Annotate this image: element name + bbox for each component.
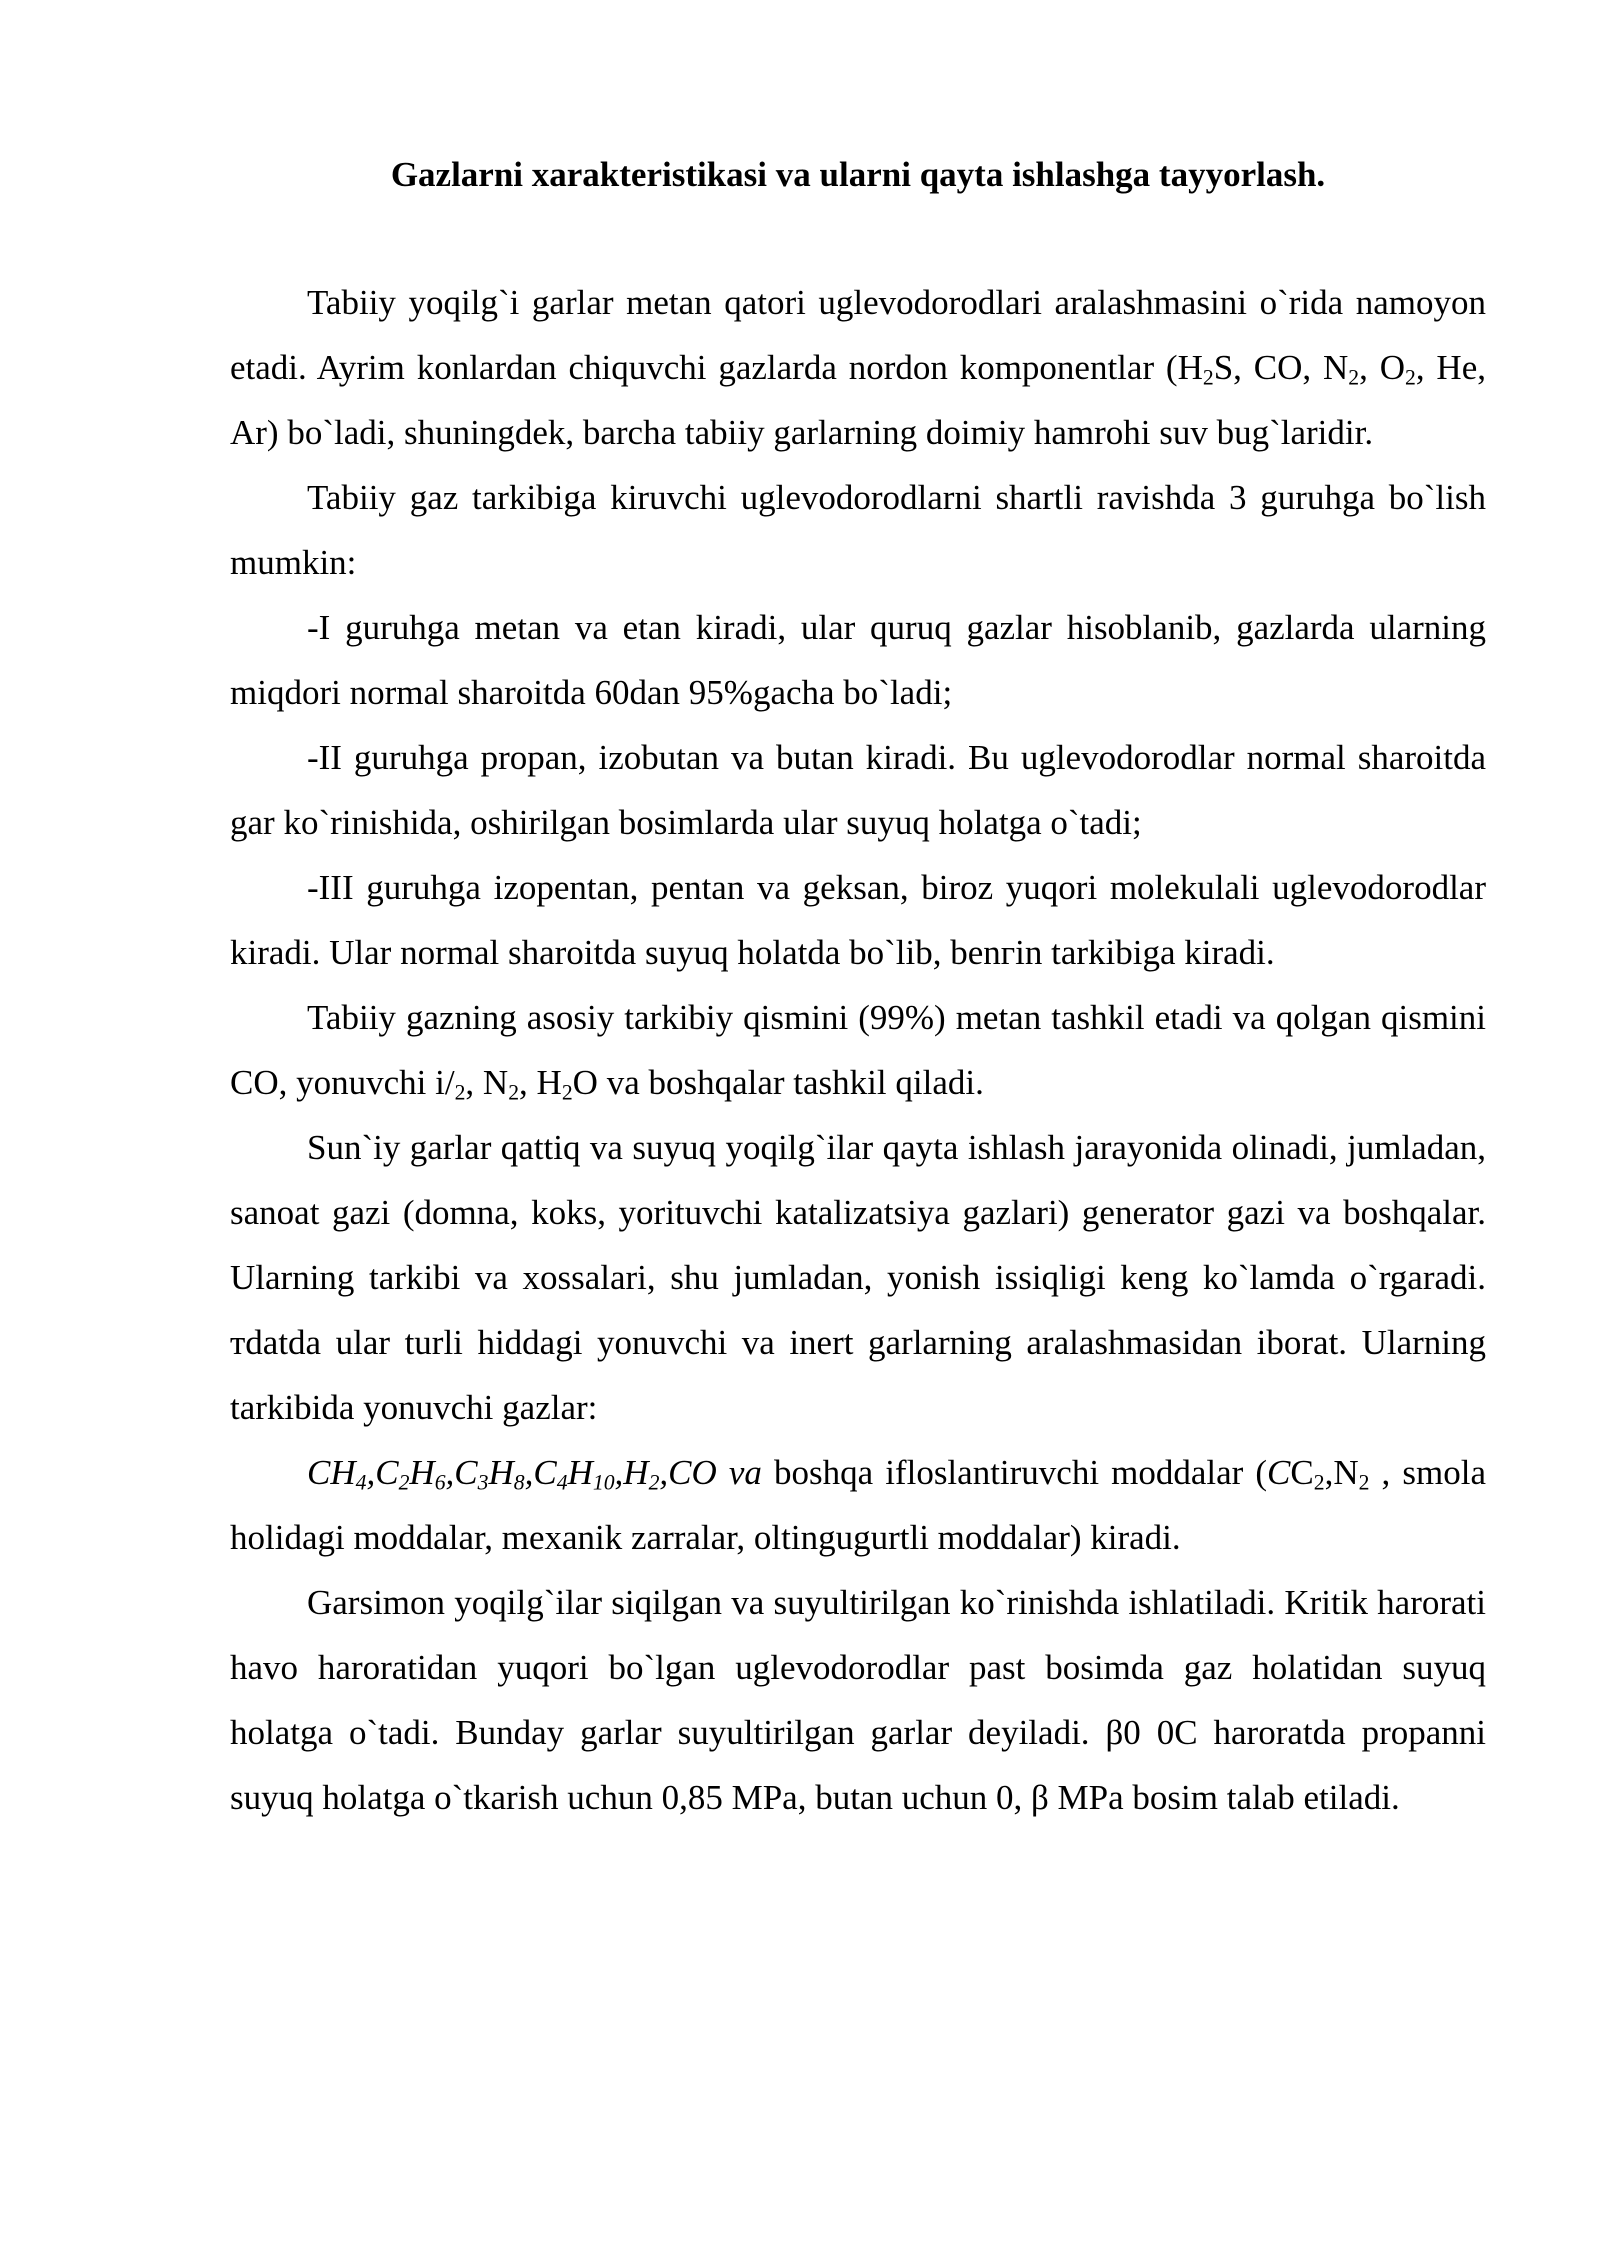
paragraph-methane-share [230,985,1486,1115]
paragraph-text: Tabiiy yoqilg`i garlar metan qatori uglevodorodlari aralashmasini o`rida namoyon etadi. Ayrim konlardan chiquvchi gazlarda nordon komponentlar (H [230,283,1486,387]
paragraph-natural-gas-composition [230,270,1486,465]
formula-part: ,C [524,1453,557,1492]
paragraph-text: boshqa ifloslantiruvchi moddalar ( [761,1453,1268,1492]
subscript: 2 [454,1080,466,1105]
subscript: 2 [1202,365,1214,390]
subscript: 6 [434,1470,446,1495]
subscript: 10 [592,1470,615,1495]
subscript: 2 [648,1470,660,1495]
paragraph-text: S, CO, N [1213,348,1349,387]
formula [307,1453,762,1495]
paragraph-text: , smola holidagi moddalar, mexanik zarralar, oltingugurtli moddalar) kiradi. [230,1453,1486,1557]
formula-part: ,CO va [659,1453,762,1492]
paragraph-groups-intro: Tabiiy gaz tarkibiga kiruvchi uglevodorodlarni shartli ravishda 3 guruhga bo`lish mumkin: [230,478,1486,582]
formula-part: ,C [366,1453,399,1492]
paragraph-text: , O [1359,348,1405,387]
subscript: 2 [561,1080,573,1105]
paragraph-text: ,N [1324,1453,1359,1492]
paragraph-combustible-gases-formula [230,1440,1486,1570]
paragraph-liquefied-gases: Garsimon yoqilg`ilar siqilgan va suyultirilgan ko`rinishda ishlatiladi. Kritik harorati havo haroratidan yuqori bo`lgan uglevodorodlar past bosimda gaz holatidan suyuq holatga o`tadi. Bunday garlar suyultirilgan garlar deyiladi. β0 0C haroratda propanni suyuq holatga o`tkarish uchun 0,85 MPa, butan uchun 0, β MPa bosim talab etiladi. [230,1583,1486,1817]
subscript: 2 [398,1470,410,1495]
formula-part: ,H [614,1453,649,1492]
paragraph-text: , N [465,1063,509,1102]
subscript: 2 [1348,365,1360,390]
subscript: 4 [556,1470,568,1495]
formula-part: H [567,1453,593,1492]
paragraph-group-2: -II guruhga propan, izobutan va butan kiradi. Bu uglevodorodlar normal sharoitda gar ko`rinishida, oshirilgan bosimlarda ular suyuq holatga o`tadi; [230,738,1486,842]
paragraph-text: , He, Ar) bo`ladi, shuningdek, barcha tabiiy garlarning doimiy hamrohi suv bug`laridir. [230,348,1486,452]
paragraph-text: O va boshqalar tashkil qiladi. [572,1063,984,1102]
paragraph-group-1: -I guruhga metan va etan kiradi, ular quruq gazlar hisoblanib, gazlarda ularning miqdori normal sharoitda 60dan 95%gacha bo`ladi; [230,608,1486,712]
document-page [230,150,1486,1830]
paragraph-group-3: -III guruhga izopentan, pentan va geksan, biroz yuqori molekulali uglevodorodlar kiradi. Ular normal sharoitda suyuq holatda bo`lib, benгin tarkibiga kiradi. [230,868,1486,972]
subscript: 2 [508,1080,520,1105]
subscript: 2 [1358,1470,1370,1495]
paragraph-text: Tabiiy gazning asosiy tarkibiy qismini (99%) metan tashkil etadi va qolgan qismini CO, yonuvchi i/ [230,998,1486,1102]
formula-part: C [1267,1453,1291,1492]
paragraph-text: C [1290,1453,1314,1492]
subscript: 8 [513,1470,525,1495]
subscript: 2 [1404,365,1416,390]
formula-part: H [409,1453,435,1492]
formula-part: ,C [445,1453,478,1492]
subscript: 2 [1313,1470,1325,1495]
paragraph-text: , H [519,1063,562,1102]
subscript: 4 [355,1470,367,1495]
document-title: Gazlarni xarakteristikasi va ularni qayta ishlashga tayyorlash. [390,155,1326,194]
subscript: 3 [477,1470,489,1495]
formula-part: CH [307,1453,356,1492]
formula-part: H [488,1453,514,1492]
paragraph-artificial-gases: Sun`iy garlar qattiq va suyuq yoqilg`ilar qayta ishlash jarayonida olinadi, jumladan, sanoat gazi (domna, koks, yorituvchi katalizatsiya gazlari) generator gazi va boshqalar. Ularning tarkibi va xossalari, shu jumladan, yonish issiqligi keng ko`lamda o`rgaradi. тdatda ular turli hiddagi yonuvchi va inert garlarning aralashmasidan iborat. Ularning tarkibida yonuvchi gazlar: [230,1128,1486,1427]
